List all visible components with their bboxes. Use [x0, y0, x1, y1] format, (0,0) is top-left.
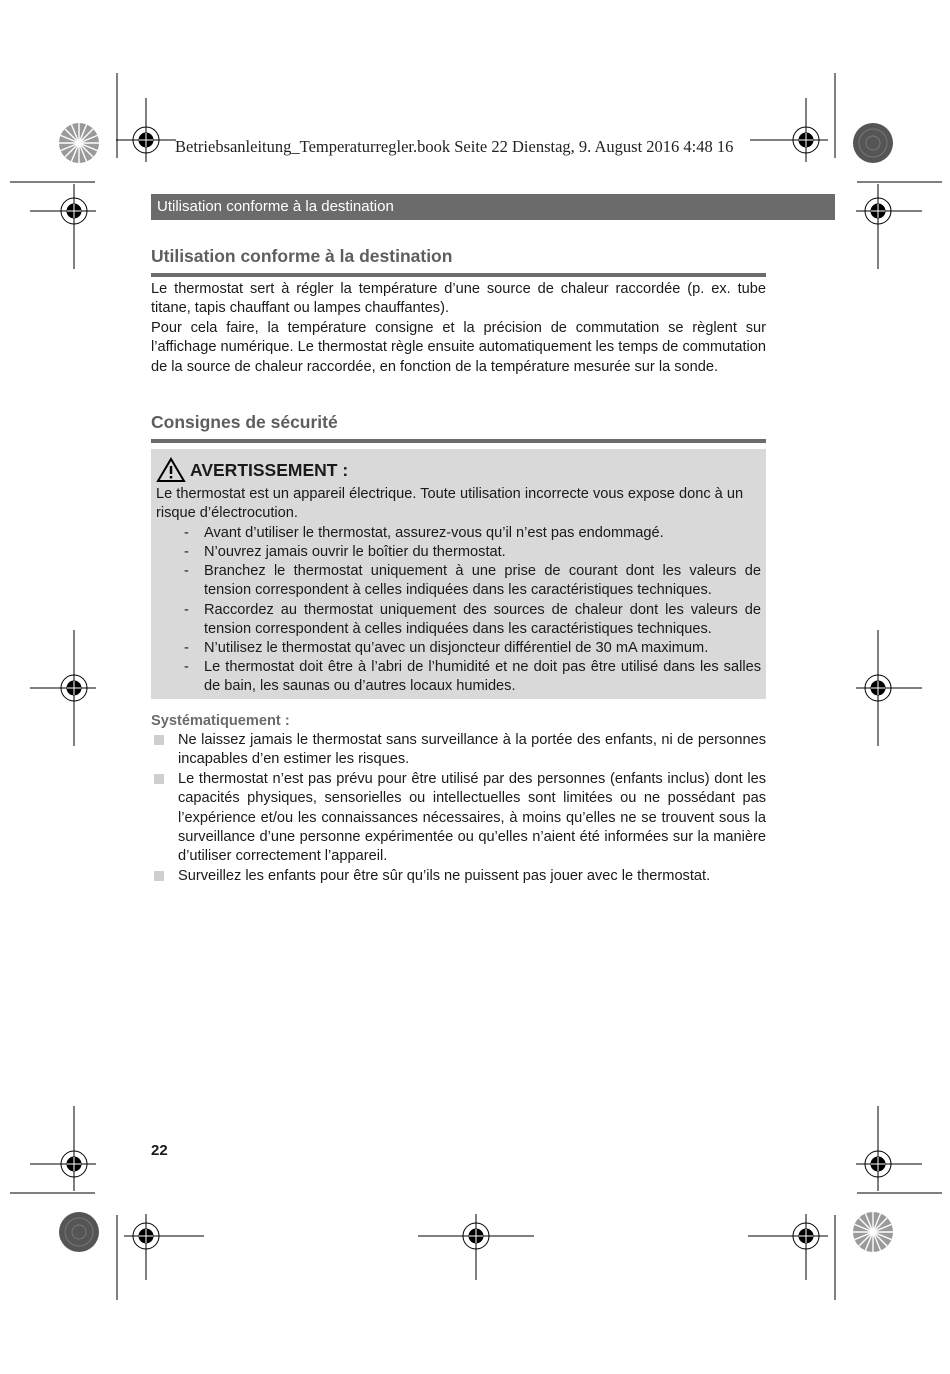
dash-bullet: - [184, 563, 189, 580]
list-item [156, 562, 761, 600]
registration-mark-top-right [750, 98, 828, 162]
page-number: 22 [151, 1142, 168, 1159]
square-bullet-icon [154, 735, 164, 745]
list-item-text: N’ouvrez jamais ouvrir le boîtier du thermostat. [204, 544, 506, 561]
usage-paragraph: Pour cela faire, la température consigne et la précision de commutation se règlent sur l’affichage numérique. Le thermostat règle ensuite automatiquement les temps de commutation de la source de chaleur raccordée, en fonction de la température mesurée sur la sonde. [151, 319, 766, 375]
usage-paragraph: Le thermostat sert à régler la température d’une source de chaleur raccordée (p. ex. tube titane, tapis chauffant ou lampes chauffantes). [151, 281, 766, 317]
list-item [156, 601, 761, 639]
list-item-text: Surveillez les enfants pour être sûr qu’ils ne puissent pas jouer avec le thermostat. [178, 867, 711, 884]
list-item [156, 639, 761, 658]
registration-mark-bottom-left [124, 1214, 204, 1280]
dash-bullet: - [184, 524, 189, 541]
square-bullet-icon [154, 871, 164, 881]
registration-mark-right-middle [856, 630, 922, 746]
star-target-bottom-right [853, 1212, 893, 1252]
star-target-top-left [59, 123, 99, 163]
list-item [156, 543, 761, 562]
list-item-text: Raccordez au thermostat uniquement des sources de chaleur dont les valeurs de tension correspondent à celles indiquées dans les caractéristiques techniques. [204, 601, 761, 637]
list-item-text: Ne laissez jamais le thermostat sans surveillance à la portée des enfants, ni de personnes incapables d’en estimer les risques. [178, 732, 766, 768]
registration-mark-left-lower [30, 1106, 96, 1191]
registration-mark-left-middle [30, 630, 96, 746]
dash-bullet: - [184, 544, 189, 561]
warning-title-text: AVERTISSEMENT : [190, 459, 349, 480]
list-item [156, 524, 761, 543]
book-file-header: Betriebsanleitung_Temperaturregler.book Seite 22 Dienstag, 9. August 2016 4:48 16 [175, 137, 734, 156]
warning-intro: Le thermostat est un appareil électrique. Toute utilisation incorrecte vous expose donc à un risque d’électrocution. [156, 486, 744, 522]
list-item-text: N’utilisez le thermostat qu’avec un disjoncteur différentiel de 30 mA maximum. [204, 640, 709, 657]
section-heading-usage: Utilisation conforme à la destination [151, 246, 766, 277]
list-item [156, 658, 761, 696]
warning-list [156, 524, 761, 697]
section-heading-safety: Consignes de sécurité [151, 412, 766, 443]
list-item-text: Le thermostat n’est pas prévu pour être utilisé par des personnes (enfants inclus) dont les capacités physiques, sensorielles ou intellectuelles sont limitées ou ne possédant pas l’expérience et/ou les connaissances nécessaires, à moins qu’elles ne se trouvent sous la surveillance d’une personne expérimentée ou qu’elles n’aient été informées sur la manière d’utiliser correctement l’appareil. [178, 770, 766, 865]
square-bullet-icon [154, 774, 164, 784]
section-bar: Utilisation conforme à la destination [151, 194, 835, 220]
list-item [151, 867, 766, 886]
registration-mark-bottom-center [418, 1214, 534, 1280]
systematic-label: Systématiquement : [151, 713, 290, 729]
registration-mark-right-lower [856, 1106, 922, 1191]
registration-mark-bottom-right [748, 1214, 828, 1280]
registration-mark-right-upper [856, 184, 922, 269]
usage-text [151, 280, 766, 377]
list-item-text: Branchez le thermostat uniquement à une prise de courant dont les valeurs de tension correspondent à celles indiquées dans les caractéristiques techniques. [204, 563, 761, 599]
list-item-text: Le thermostat doit être à l’abri de l’humidité et ne doit pas être utilisé dans les salles de bain, les saunas ou d’autres locaux humides. [204, 659, 761, 695]
dash-bullet: - [184, 601, 189, 618]
star-target-top-right [853, 123, 893, 163]
dash-bullet: - [184, 640, 189, 657]
registration-mark-top-left [116, 98, 176, 162]
warning-title [156, 455, 761, 485]
warning-box [151, 449, 766, 699]
list-item [151, 731, 766, 770]
systematic-list [151, 731, 766, 886]
dash-bullet: - [184, 659, 189, 676]
list-item-text: Avant d’utiliser le thermostat, assurez-vous qu’il n’est pas endommagé. [204, 524, 664, 541]
list-item [151, 770, 766, 867]
warning-triangle-icon [156, 457, 186, 483]
registration-mark-left-upper [30, 184, 96, 269]
star-target-bottom-left [59, 1212, 99, 1252]
